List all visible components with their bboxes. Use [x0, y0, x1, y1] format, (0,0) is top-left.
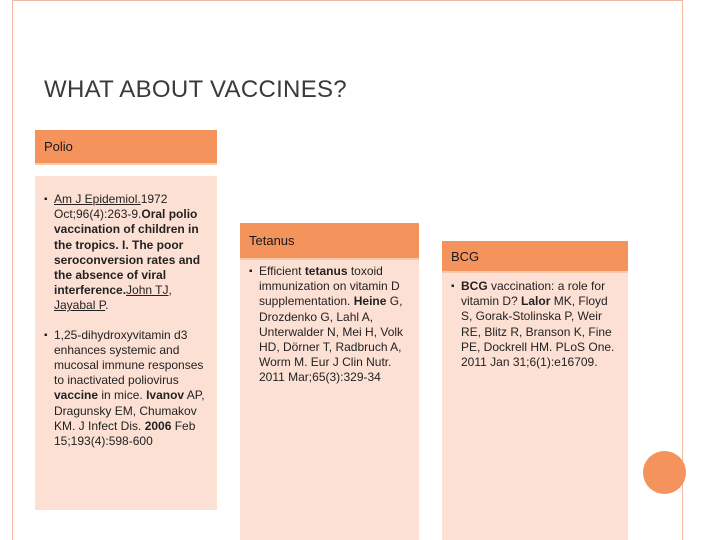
- reference-text: G, Drozdenko G, Lahl A, Unterwalder N, Mei H, Volk HD, Dörner T, Radbruch A, Worm M. Eur J Clin Nutr. 2011 Mar;65(3):329-34: [259, 294, 404, 385]
- reference-text: Feb 15;193(4):598-600: [54, 418, 196, 449]
- reference-text: Ivanov: [146, 388, 185, 403]
- reference-link-text[interactable]: Jayabal P: [54, 298, 106, 313]
- tetanus-panel: [240, 260, 419, 540]
- polio-heading: Polio: [35, 130, 217, 165]
- reference-text: toxoid immunization on vitamin D supplementation.: [259, 264, 400, 309]
- reference-text: Efficient: [259, 264, 305, 278]
- reference-text: tetanus: [304, 264, 348, 278]
- polio-reference-list: [38, 192, 209, 449]
- reference-item: [38, 328, 209, 450]
- reference-text: 1,25-dihydroxyvitamin d3 enhances systemic and mucosal immune responses to inactivated poliovirus: [54, 327, 204, 388]
- right-border-line: [682, 0, 683, 540]
- reference-item: [445, 279, 622, 370]
- reference-text: vaccine: [54, 388, 99, 403]
- reference-item: [243, 264, 413, 386]
- reference-link-text[interactable]: John TJ: [126, 283, 169, 298]
- reference-text: Heine: [353, 294, 387, 309]
- reference-text: MK, Floyd S, Gorak-Stolinska P, Weir RE, Blitz R, Branson K, Fine PE, Dockrell HM. PLoS One. 2011 Jan 31;6(1):e16709.: [461, 294, 615, 370]
- reference-text: ,: [168, 283, 172, 298]
- reference-text: 1972 Oct;96(4):263-9.: [54, 192, 168, 222]
- reference-text: vaccination: a role for vitamin D?: [461, 279, 606, 309]
- bcg-panel: [442, 273, 628, 540]
- polio-panel: [35, 176, 217, 510]
- bullet-icon: ▪: [451, 281, 455, 292]
- reference-item: [38, 192, 209, 314]
- bcg-reference-list: [445, 279, 622, 370]
- reference-text: Oral polio vaccination of children in the tropics. I. The poor seroconversion rates and the absence of viral interference.: [54, 207, 201, 298]
- left-border-line: [12, 0, 13, 540]
- reference-text: BCG: [461, 279, 488, 293]
- bcg-heading: BCG: [442, 241, 628, 273]
- tetanus-reference-list: [243, 264, 413, 386]
- tetanus-heading: Tetanus: [240, 223, 419, 260]
- top-border-line: [12, 0, 682, 1]
- bullet-icon: ▪: [44, 329, 48, 341]
- reference-link-text[interactable]: Am J Epidemiol.: [54, 192, 141, 206]
- reference-text: .: [105, 298, 109, 313]
- reference-text: 2006: [144, 418, 172, 433]
- reference-text: AP, Dragunsky EM, Chumakov KM. J Infect Dis.: [54, 388, 205, 433]
- decorative-circle: [643, 451, 686, 494]
- reference-text: in mice.: [98, 388, 147, 403]
- bullet-icon: ▪: [44, 194, 48, 205]
- reference-text: Lalor: [521, 294, 551, 309]
- slide-title: WHAT ABOUT VACCINES?: [44, 76, 347, 103]
- bullet-icon: ▪: [249, 266, 253, 277]
